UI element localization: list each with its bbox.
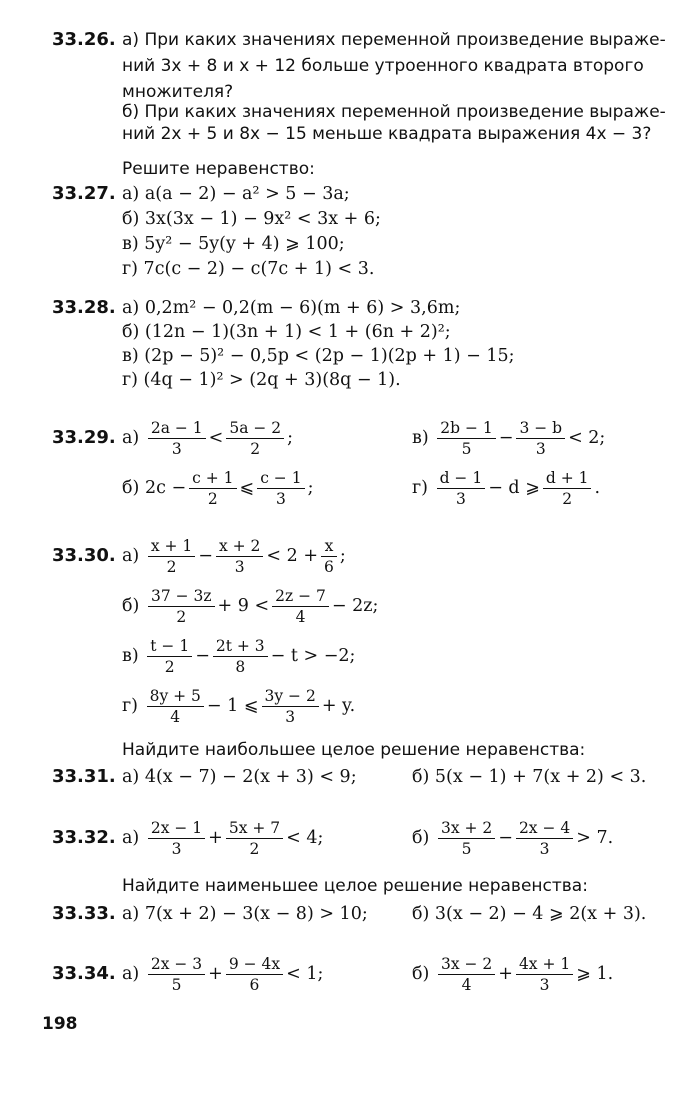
expression-end: − t > −2; (270, 646, 356, 666)
problem-number-33-34: 33.34. (52, 963, 116, 984)
operator: − d ⩾ (488, 478, 540, 498)
fraction: $\frac{2x - 1}{3}$ (148, 818, 205, 859)
page-number: 198 (42, 1014, 78, 1034)
operator: + (498, 964, 513, 984)
expression-end: − 2z; (331, 596, 379, 616)
problem-33-32-b (412, 810, 613, 866)
problem-33-31-b: б) 5(x − 1) + 7(x + 2) < 3. (412, 767, 647, 787)
expression-prefix: 2c − (144, 478, 187, 498)
section-heading-least: Найдите наименьшее целое решение неравенства: (122, 876, 588, 896)
operator: < 2 + (266, 546, 319, 566)
problem-number-33-28: 33.28. (52, 297, 116, 318)
fraction: $\frac{2x - 3}{5}$ (148, 954, 205, 995)
problem-33-30-c (122, 628, 355, 684)
item-label: в) (122, 646, 139, 666)
fraction: $\frac{9 - 4x}{6}$ (226, 954, 283, 995)
fraction: $\frac{8y + 5}{4}$ (147, 686, 204, 727)
item-label: б) (122, 478, 140, 498)
operator: − (498, 828, 513, 848)
fraction: $\frac{2b - 1}{5}$ (437, 418, 496, 459)
problem-33-29-d (412, 460, 600, 516)
problem-number-33-29: 33.29. (52, 427, 116, 448)
problem-33-34-b (412, 946, 613, 1002)
expression-end: < 2; (568, 428, 606, 448)
problem-number-33-33: 33.33. (52, 903, 116, 924)
expression-end: ; (287, 428, 294, 448)
problem-number-33-30: 33.30. (52, 545, 116, 566)
operator: < (208, 428, 224, 448)
problem-33-30-b (122, 578, 378, 634)
fraction: $\frac{3 - b}{3}$ (516, 418, 565, 459)
item-label: а) (122, 828, 140, 848)
problem-33-32-a (122, 810, 323, 866)
problem-33-34-a (122, 946, 323, 1002)
problem-33-30-a (122, 528, 346, 584)
item-label: б) (412, 964, 430, 984)
fraction: $\frac{3y - 2}{3}$ (262, 686, 319, 727)
problem-33-28-c: в) (2p − 5)² − 0,5p < (2p − 1)(2p + 1) − 15; (122, 346, 515, 366)
operator: + (208, 828, 223, 848)
problem-number-33-31: 33.31. (52, 766, 116, 787)
item-label: г) (122, 696, 138, 716)
item-label: а) (122, 546, 140, 566)
expression-end: ; (339, 546, 346, 566)
fraction: $\frac{2x - 4}{3}$ (516, 818, 573, 859)
item-label: б) (122, 596, 140, 616)
problem-33-29-a (122, 410, 293, 466)
problem-33-26-a-line3: множителя? (122, 82, 234, 102)
problem-number-33-27: 33.27. (52, 183, 116, 204)
fraction: $\frac{2z - 7}{4}$ (272, 586, 329, 627)
fraction: $\frac{37 - 3z}{2}$ (148, 586, 215, 627)
fraction: $\frac{3x - 2}{4}$ (438, 954, 495, 995)
operator: − 1 ⩽ (206, 696, 259, 716)
fraction: $\frac{d - 1}{3}$ (437, 468, 486, 509)
problem-33-26-a-line2: ний 3x + 8 и x + 12 больше утроенного квадрата второго (122, 56, 644, 76)
operator: − (498, 428, 514, 448)
section-heading-solve: Решите неравенство: (122, 159, 315, 179)
fraction: $\frac{x + 2}{3}$ (216, 536, 263, 577)
problem-33-27-d: г) 7c(c − 2) − c(7c + 1) < 3. (122, 259, 375, 279)
problem-number-33-32: 33.32. (52, 827, 116, 848)
expression-end: ⩾ 1. (576, 964, 614, 984)
fraction: $\frac{c - 1}{3}$ (257, 468, 304, 509)
item-label: г) (412, 478, 428, 498)
problem-33-26-b-line1: б) При каких значениях переменной произведение выраже- (122, 102, 666, 122)
fraction: $\frac{4x + 1}{3}$ (516, 954, 573, 995)
problem-33-26-b-line2: ний 2x + 5 и 8x − 15 меньше квадрата выражения 4x − 3? (122, 124, 652, 144)
fraction: $\frac{x}{6}$ (321, 536, 337, 577)
problem-33-29-b (122, 460, 313, 516)
expression-end: ; (307, 478, 314, 498)
fraction: $\frac{c + 1}{2}$ (189, 468, 236, 509)
item-label: б) (412, 828, 430, 848)
problem-33-30-d (122, 678, 355, 734)
fraction: $\frac{x + 1}{2}$ (148, 536, 195, 577)
fraction: $\frac{d + 1}{2}$ (543, 468, 592, 509)
problem-33-28-a: а) 0,2m² − 0,2(m − 6)(m + 6) > 3,6m; (122, 298, 461, 318)
expression-end: < 4; (286, 828, 324, 848)
section-heading-greatest: Найдите наибольшее целое решение неравенства: (122, 740, 586, 760)
problem-33-26-a-line1: а) При каких значениях переменной произведение выраже- (122, 30, 666, 50)
fraction: $\frac{2a - 1}{3}$ (148, 418, 206, 459)
expression-end: + y. (321, 696, 356, 716)
operator: − (195, 646, 210, 666)
problem-number-33-26: 33.26. (52, 29, 116, 50)
expression-end: < 1; (286, 964, 324, 984)
problem-33-28-b: б) (12n − 1)(3n + 1) < 1 + (6n + 2)²; (122, 322, 451, 342)
item-label: в) (412, 428, 429, 448)
operator: + 9 < (217, 596, 270, 616)
problem-33-31-a: а) 4(x − 7) − 2(x + 3) < 9; (122, 767, 357, 787)
operator: − (198, 546, 213, 566)
fraction: $\frac{5x + 7}{2}$ (226, 818, 283, 859)
fraction: $\frac{5a - 2}{2}$ (226, 418, 284, 459)
problem-33-28-d: г) (4q − 1)² > (2q + 3)(8q − 1). (122, 370, 401, 390)
problem-33-33-b: б) 3(x − 2) − 4 ⩾ 2(x + 3). (412, 904, 647, 924)
expression-end: . (594, 478, 601, 498)
item-label: а) (122, 428, 140, 448)
problem-33-27-c: в) 5y² − 5y(y + 4) ⩾ 100; (122, 234, 345, 254)
problem-33-29-c (412, 410, 605, 466)
operator: + (208, 964, 223, 984)
expression-end: > 7. (576, 828, 614, 848)
operator: ⩽ (239, 478, 255, 498)
item-label: а) (122, 964, 140, 984)
problem-33-27-b: б) 3x(3x − 1) − 9x² < 3x + 6; (122, 209, 381, 229)
problem-33-27-a: а) a(a − 2) − a² > 5 − 3a; (122, 184, 350, 204)
fraction: $\frac{2t + 3}{8}$ (213, 636, 268, 677)
problem-33-33-a: а) 7(x + 2) − 3(x − 8) > 10; (122, 904, 368, 924)
fraction: $\frac{t - 1}{2}$ (147, 636, 192, 677)
fraction: $\frac{3x + 2}{5}$ (438, 818, 495, 859)
